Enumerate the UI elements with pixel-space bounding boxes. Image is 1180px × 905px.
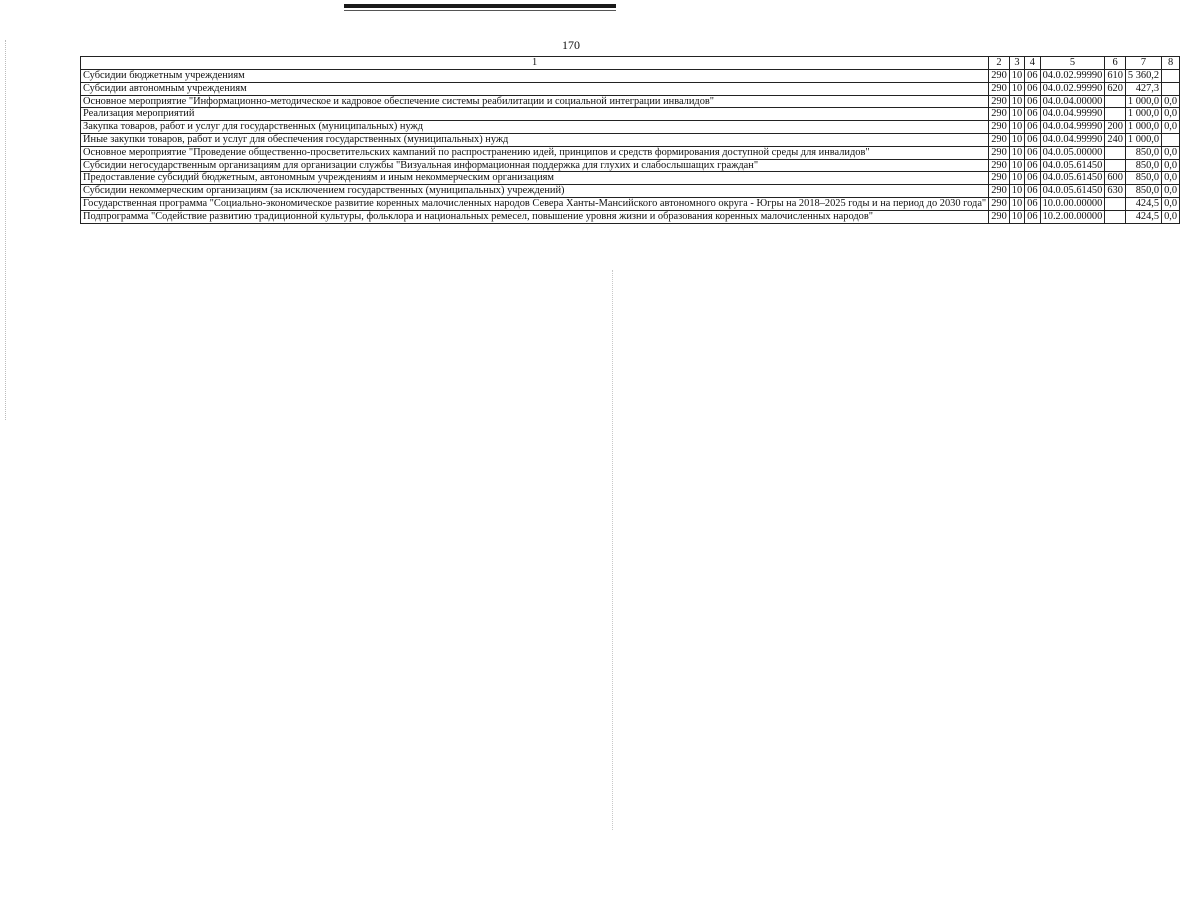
table-row [81, 172, 1180, 185]
cell-admin-code: 290 [989, 95, 1010, 108]
row-name: Субсидии автономным учреждениям [81, 82, 989, 95]
row-name: Субсидии бюджетным учреждениям [81, 70, 989, 83]
cell-expense-type: 620 [1105, 82, 1126, 95]
cell-section: 10 [1009, 70, 1024, 83]
cell-section: 10 [1009, 197, 1024, 210]
row-name: Основное мероприятие "Проведение общественно-просветительских кампаний по распространению идей, принципов и средств формирования доступной среды для инвалидов" [81, 146, 989, 159]
cell-amount: 1 000,0 [1125, 108, 1161, 121]
cell-target-article: 04.0.05.61450 [1040, 172, 1105, 185]
cell-section: 10 [1009, 185, 1024, 198]
cell-section: 10 [1009, 172, 1024, 185]
cell-section: 10 [1009, 133, 1024, 146]
cell-amount: 1 000,0 [1125, 121, 1161, 134]
cell-subsection: 06 [1025, 159, 1040, 172]
cell-subsection: 06 [1025, 172, 1040, 185]
cell-subsection: 06 [1025, 197, 1040, 210]
table-row [81, 108, 1180, 121]
cell-amount-2 [1162, 133, 1180, 146]
row-name: Закупка товаров, работ и услуг для государственных (муниципальных) нужд [81, 121, 989, 134]
cell-subsection: 06 [1025, 95, 1040, 108]
cell-section: 10 [1009, 159, 1024, 172]
cell-amount-2: 0,0 [1162, 197, 1180, 210]
cell-amount: 850,0 [1125, 185, 1161, 198]
top-rule [344, 4, 616, 8]
col-header: 7 [1125, 57, 1161, 70]
cell-expense-type [1105, 197, 1126, 210]
table-row [81, 82, 1180, 95]
page-number: 170 [562, 38, 580, 52]
row-name: Государственная программа "Социально-экономическое развитие коренных малочисленных народов Севера Ханты-Мансийского автономного округа - Югры на 2018–2025 годы и на период до 2030 года" [81, 197, 989, 210]
cell-admin-code: 290 [989, 197, 1010, 210]
cell-subsection: 06 [1025, 146, 1040, 159]
row-name: Основное мероприятие "Информационно-методическое и кадровое обеспечение системы реабилитации и социальной интеграции инвалидов" [81, 95, 989, 108]
cell-amount: 5 360,2 [1125, 70, 1161, 83]
cell-amount-2: 0,0 [1162, 95, 1180, 108]
cell-amount-2: 0,0 [1162, 185, 1180, 198]
col-header: 2 [989, 57, 1010, 70]
cell-expense-type: 610 [1105, 70, 1126, 83]
cell-admin-code: 290 [989, 172, 1010, 185]
cell-admin-code: 290 [989, 82, 1010, 95]
row-name: Иные закупки товаров, работ и услуг для обеспечения государственных (муниципальных) нужд [81, 133, 989, 146]
cell-amount: 850,0 [1125, 172, 1161, 185]
cell-amount: 424,5 [1125, 210, 1161, 223]
cell-amount: 1 000,0 [1125, 95, 1161, 108]
cell-section: 10 [1009, 146, 1024, 159]
table-row [81, 95, 1180, 108]
cell-target-article: 04.0.05.00000 [1040, 146, 1105, 159]
cell-section: 10 [1009, 108, 1024, 121]
scan-margin-right [612, 270, 614, 830]
cell-amount: 850,0 [1125, 159, 1161, 172]
table-row [81, 197, 1180, 210]
cell-target-article: 04.0.05.61450 [1040, 185, 1105, 198]
col-header: 4 [1025, 57, 1040, 70]
table-row [81, 121, 1180, 134]
cell-amount-2: 0,0 [1162, 121, 1180, 134]
cell-expense-type: 630 [1105, 185, 1126, 198]
cell-amount-2: 0,0 [1162, 172, 1180, 185]
cell-expense-type [1105, 95, 1126, 108]
cell-target-article: 04.0.04.99990 [1040, 133, 1105, 146]
cell-subsection: 06 [1025, 133, 1040, 146]
cell-amount-2 [1162, 82, 1180, 95]
col-header: 8 [1162, 57, 1180, 70]
cell-subsection: 06 [1025, 70, 1040, 83]
col-header: 3 [1009, 57, 1024, 70]
cell-section: 10 [1009, 121, 1024, 134]
cell-admin-code: 290 [989, 159, 1010, 172]
cell-amount: 424,5 [1125, 197, 1161, 210]
cell-section: 10 [1009, 210, 1024, 223]
table-row [81, 185, 1180, 198]
cell-expense-type [1105, 159, 1126, 172]
cell-section: 10 [1009, 95, 1024, 108]
cell-amount-2: 0,0 [1162, 210, 1180, 223]
row-name: Подпрограмма "Содействие развитию традиционной культуры, фольклора и национальных ремесел, повышение уровня жизни и образования коренных малочисленных народов" [81, 210, 989, 223]
cell-target-article: 04.0.05.61450 [1040, 159, 1105, 172]
row-name: Реализация мероприятий [81, 108, 989, 121]
cell-admin-code: 290 [989, 121, 1010, 134]
cell-amount-2: 0,0 [1162, 159, 1180, 172]
cell-admin-code: 290 [989, 210, 1010, 223]
cell-target-article: 04.0.04.99990 [1040, 108, 1105, 121]
cell-amount-2: 0,0 [1162, 146, 1180, 159]
cell-subsection: 06 [1025, 121, 1040, 134]
cell-target-article: 10.2.00.00000 [1040, 210, 1105, 223]
cell-amount: 1 000,0 [1125, 133, 1161, 146]
cell-admin-code: 290 [989, 108, 1010, 121]
cell-amount: 850,0 [1125, 146, 1161, 159]
cell-admin-code: 290 [989, 185, 1010, 198]
cell-admin-code: 290 [989, 70, 1010, 83]
cell-admin-code: 290 [989, 146, 1010, 159]
cell-expense-type: 600 [1105, 172, 1126, 185]
cell-amount: 427,3 [1125, 82, 1161, 95]
cell-expense-type: 240 [1105, 133, 1126, 146]
table-row [81, 210, 1180, 223]
cell-amount-2 [1162, 70, 1180, 83]
cell-subsection: 06 [1025, 82, 1040, 95]
cell-admin-code: 290 [989, 133, 1010, 146]
scan-margin-left [5, 40, 7, 420]
cell-target-article: 04.0.02.99990 [1040, 70, 1105, 83]
row-name: Предоставление субсидий бюджетным, автономным учреждениям и иным некоммерческим организациям [81, 172, 989, 185]
top-rule-thin [344, 10, 616, 11]
table-header-row [81, 57, 1180, 70]
cell-target-article: 04.0.02.99990 [1040, 82, 1105, 95]
table-row [81, 159, 1180, 172]
table-row [81, 70, 1180, 83]
row-name: Субсидии негосударственным организациям для организации службы "Визуальная информационная поддержка для глухих и слабослышащих граждан" [81, 159, 989, 172]
cell-expense-type [1105, 210, 1126, 223]
cell-expense-type [1105, 108, 1126, 121]
cell-target-article: 10.0.00.00000 [1040, 197, 1105, 210]
cell-subsection: 06 [1025, 108, 1040, 121]
cell-expense-type [1105, 146, 1126, 159]
budget-table [80, 56, 1180, 224]
cell-subsection: 06 [1025, 210, 1040, 223]
cell-subsection: 06 [1025, 185, 1040, 198]
cell-target-article: 04.0.04.99990 [1040, 121, 1105, 134]
col-header: 1 [81, 57, 989, 70]
col-header: 5 [1040, 57, 1105, 70]
cell-section: 10 [1009, 82, 1024, 95]
cell-expense-type: 200 [1105, 121, 1126, 134]
cell-target-article: 04.0.04.00000 [1040, 95, 1105, 108]
cell-amount-2: 0,0 [1162, 108, 1180, 121]
table-row [81, 133, 1180, 146]
row-name: Субсидии некоммерческим организациям (за исключением государственных (муниципальных) учреждений) [81, 185, 989, 198]
col-header: 6 [1105, 57, 1126, 70]
table-row [81, 146, 1180, 159]
